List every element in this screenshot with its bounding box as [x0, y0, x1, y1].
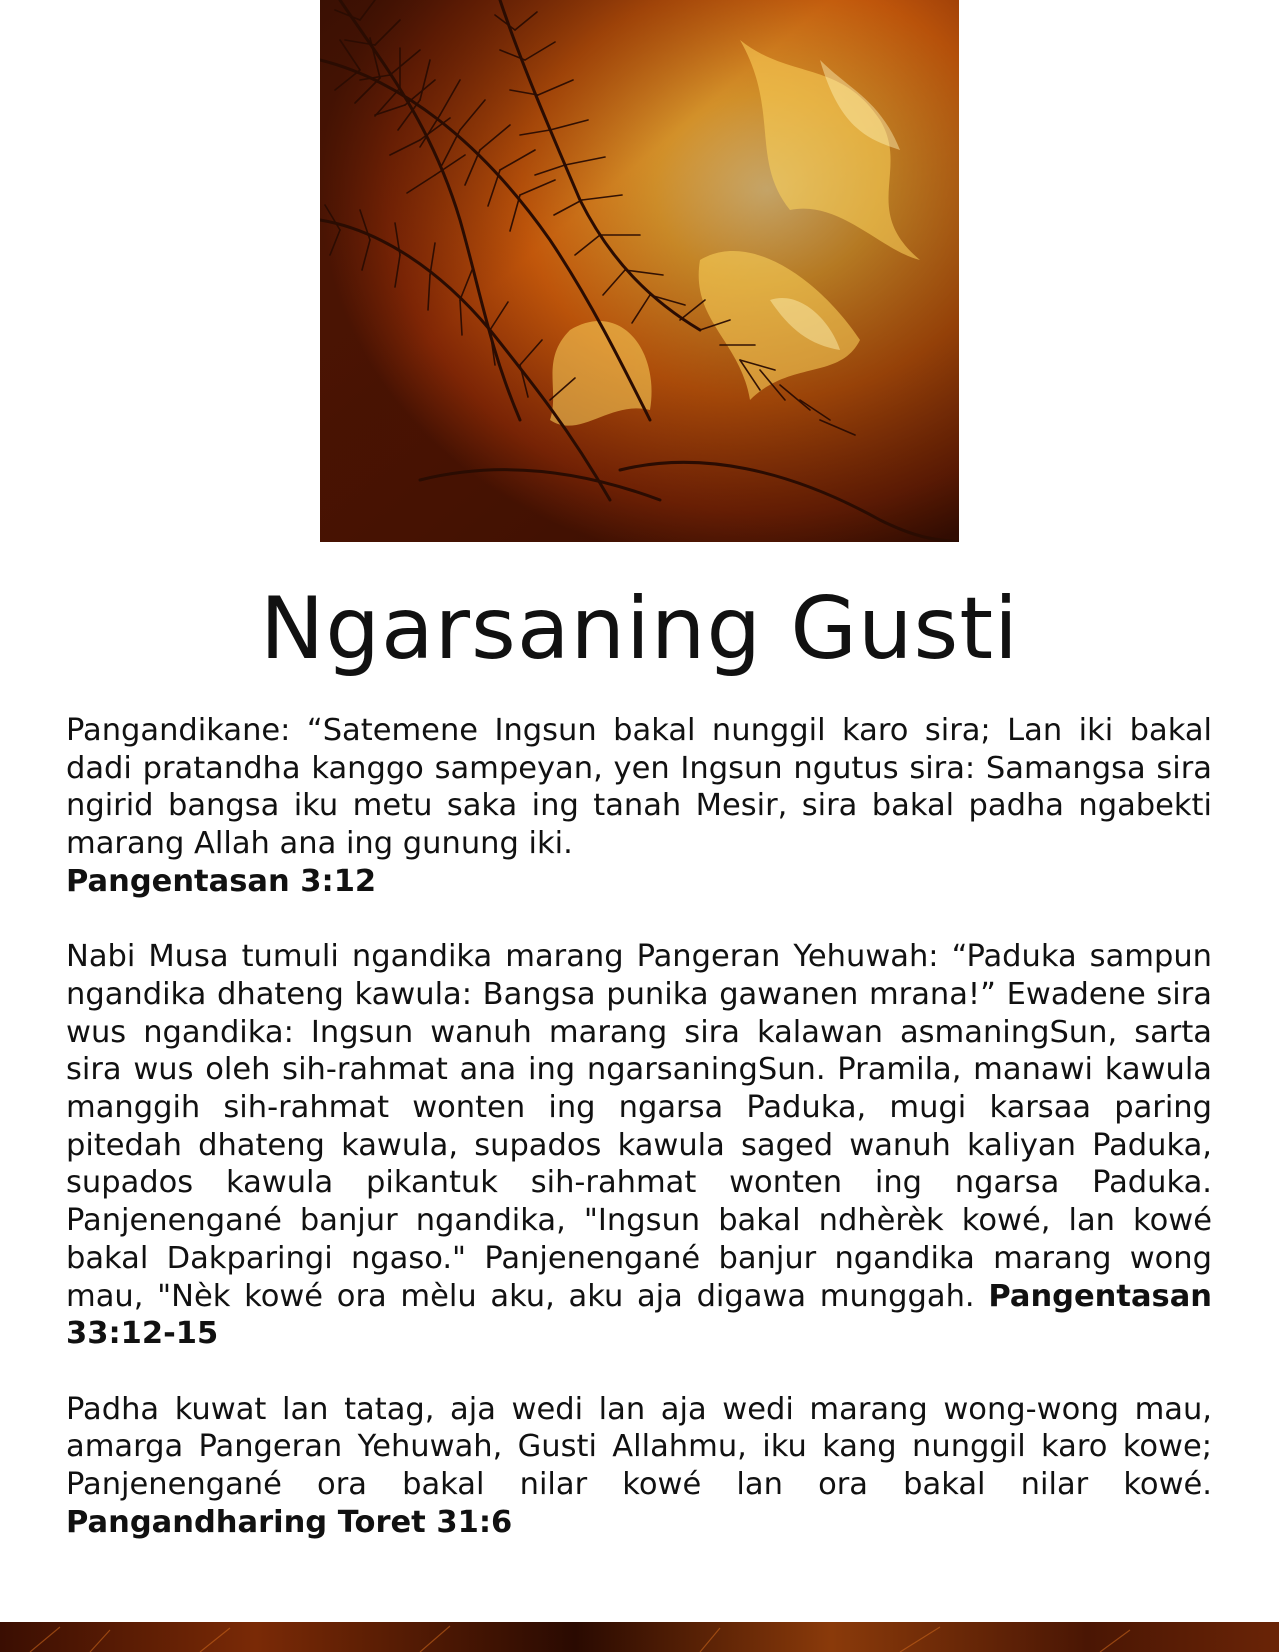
- passages: [66, 712, 1212, 1579]
- fire-footer-strip: [0, 1622, 1279, 1652]
- passage-3: [66, 1391, 1212, 1542]
- passage-text: Pangandikane: “Satemene Ingsun bakal nunggil karo sira; Lan iki bakal dadi pratandha kanggo sampeyan, yen Ingsun ngutus sira: Samangsa sira ngirid bangsa iku metu saka ing tanah Mesir, sira bakal padha ngabekti marang Allah ana ing gunung iki.: [66, 713, 1212, 862]
- burning-bush-image: [320, 0, 959, 542]
- page-title: Ngarsaning Gusti: [260, 579, 1019, 679]
- passage-text: Nabi Musa tumuli ngandika marang Pangeran Yehuwah: “Paduka sampun ngandika dhateng kawula: Bangsa punika gawanen mrana!” Ewadene sira wus ngandika: Ingsun wanuh marang sira kalawan asmaningSun, sarta sira wus oleh sih-rahmat ana ing ngarsaningSun. Pramila, manawi kawula manggih sih-rahmat wonten ing ngarsa Paduka, mugi karsaa paring pitedah dhateng kawula, supados kawula saged wanuh kaliyan Paduka, supados kawula pikantuk sih-rahmat wonten ing ngarsa Paduka. Panjenengané banjur ngandika, "Ingsun bakal ndhèrèk kowé, lan kowé bakal Dakparingi ngaso." Panjenengané banjur ngandika marang wong mau, "Nèk kowé ora mèlu aku, aku aja digawa munggah.: [66, 939, 1212, 1314]
- passage-reference: Pangandharing Toret 31:6: [66, 1504, 513, 1540]
- fire-illustration: [320, 0, 959, 542]
- passage-2: [66, 938, 1212, 1353]
- passage-reference: Pangentasan 33:12-15: [66, 1278, 1212, 1352]
- passage-text: Padha kuwat lan tatag, aja wedi lan aja wedi marang wong-wong mau, amarga Pangeran Yehuwah, Gusti Allahmu, iku kang nunggil karo kowe; Panjenengané ora bakal nilar kowé lan ora bakal nilar kowé.: [66, 1391, 1212, 1503]
- passage-reference: Pangentasan 3:12: [66, 863, 377, 899]
- fire-strip-illustration: [0, 1622, 1279, 1652]
- passage-1: [66, 712, 1212, 901]
